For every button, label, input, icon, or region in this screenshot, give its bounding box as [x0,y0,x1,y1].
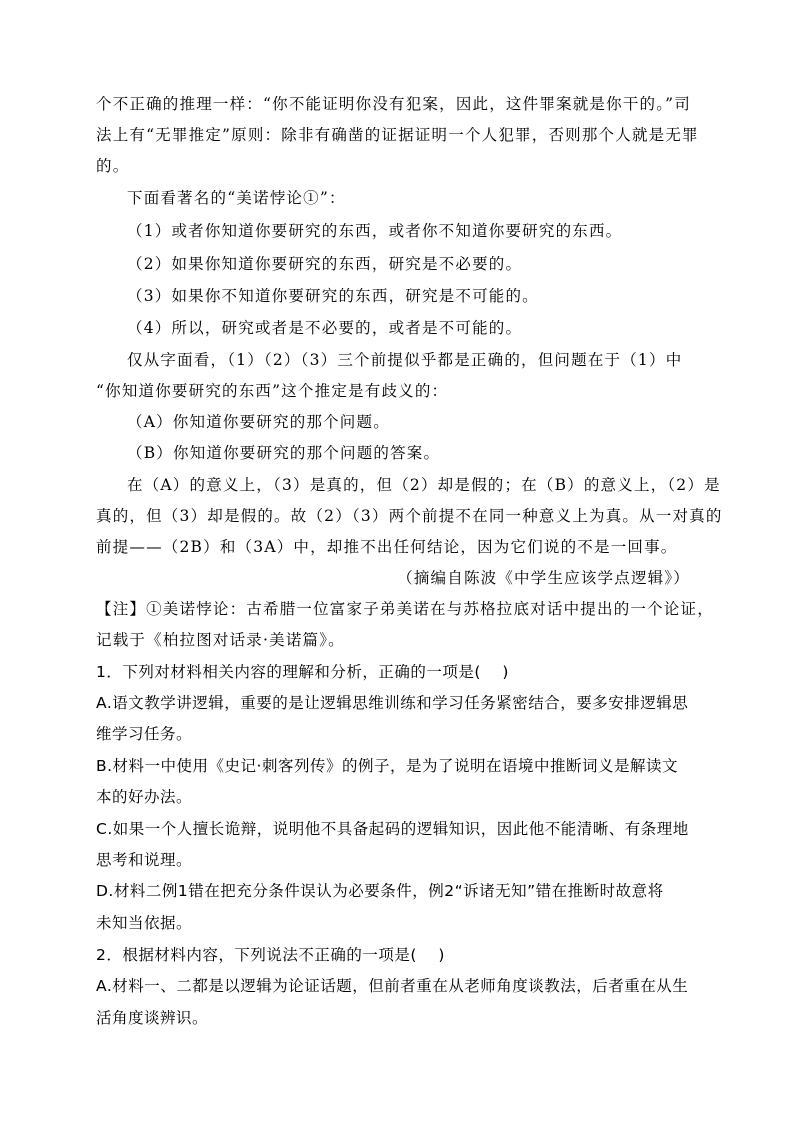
premise-1: （1）或者你知道你要研究的东西，或者你不知道你要研究的东西。 [127,222,623,240]
option-2a-cont: 活角度谈辨识。 [96,1009,209,1027]
option-2a: A.材料一、二都是以逻辑为论证话题，但前者重在从老师角度谈教法，后者重在从生 [96,977,689,995]
question-1-stem: 1．下列对材料相关内容的理解和分析，正确的一项是( ) [96,663,509,681]
meno-intro: 下面看著名的“美诺悖论①”： [127,189,346,207]
option-1a-cont: 维学习任务。 [96,725,193,743]
reading-a: （A）你知道你要研究的那个问题。 [127,413,390,431]
paragraph-line: 个不正确的推理一样：“你不能证明你没有犯案，因此，这件罪案就是你干的。”司 [96,95,692,113]
conclusion-line: 在（A）的意义上，（3）是真的，但（2）却是假的；在（B）的意义上，（2）是 [127,476,721,494]
option-1d: D.材料二例1错在把充分条件误认为必要条件，例2“诉诸无知”错在推断时故意将 [96,882,664,900]
footnote-line: 【注】①美诺悖论：古希腊一位富家子弟美诺在与苏格拉底对话中提出的一个论证， [96,600,714,618]
analysis-line: 仅从字面看，（1）（2）（3）三个前提似乎都是正确的，但问题在于（1）中 [127,351,683,369]
question-2-stem: 2．根据材料内容，下列说法不正确的一项是( ) [96,946,445,964]
premise-4: （4）所以，研究或者是不必要的，或者是不可能的。 [127,319,523,337]
option-1b-cont: 本的好办法。 [96,788,193,806]
conclusion-line: 真的，但（3）却是假的。故（2）（3）两个前提不在同一种意义上为真。从一对真的 [96,507,723,525]
option-1c: C.如果一个人擅长诡辩，说明他不具备起码的逻辑知识，因此他不能清晰、有条理地 [96,820,689,838]
paragraph-line: 的。 [96,157,130,175]
reading-b: （B）你知道你要研究的那个问题的答案。 [127,444,441,462]
conclusion-line: 前提——（2B）和（3A）中，却推不出任何结论，因为它们说的不是一回事。 [96,538,678,556]
option-1b: B.材料一中使用《史记·刺客列传》的例子，是为了说明在语境中推断词义是解读文 [96,757,678,775]
footnote-line: 记载于《柏拉图对话录·美诺篇》。 [96,631,345,649]
option-1c-cont: 思考和说理。 [96,851,193,869]
source-citation: （摘编自陈波《中学生应该学点逻辑》） [397,569,690,587]
premise-2: （2）如果你知道你要研究的东西，研究是不必要的。 [127,255,523,273]
premise-3: （3）如果你不知道你要研究的东西，研究是不可能的。 [127,287,539,305]
paragraph-line: 法上有“无罪推定”原则：除非有确凿的证据证明一个人犯罪，否则那个人就是无罪 [96,126,699,144]
option-1a: A.语文教学讲逻辑，重要的是让逻辑思维训练和学习任务紧密结合，要多安排逻辑思 [96,694,689,712]
analysis-line: “你知道你要研究的东西”这个推定是有歧义的： [96,382,449,400]
option-1d-cont: 未知当依据。 [96,914,193,932]
